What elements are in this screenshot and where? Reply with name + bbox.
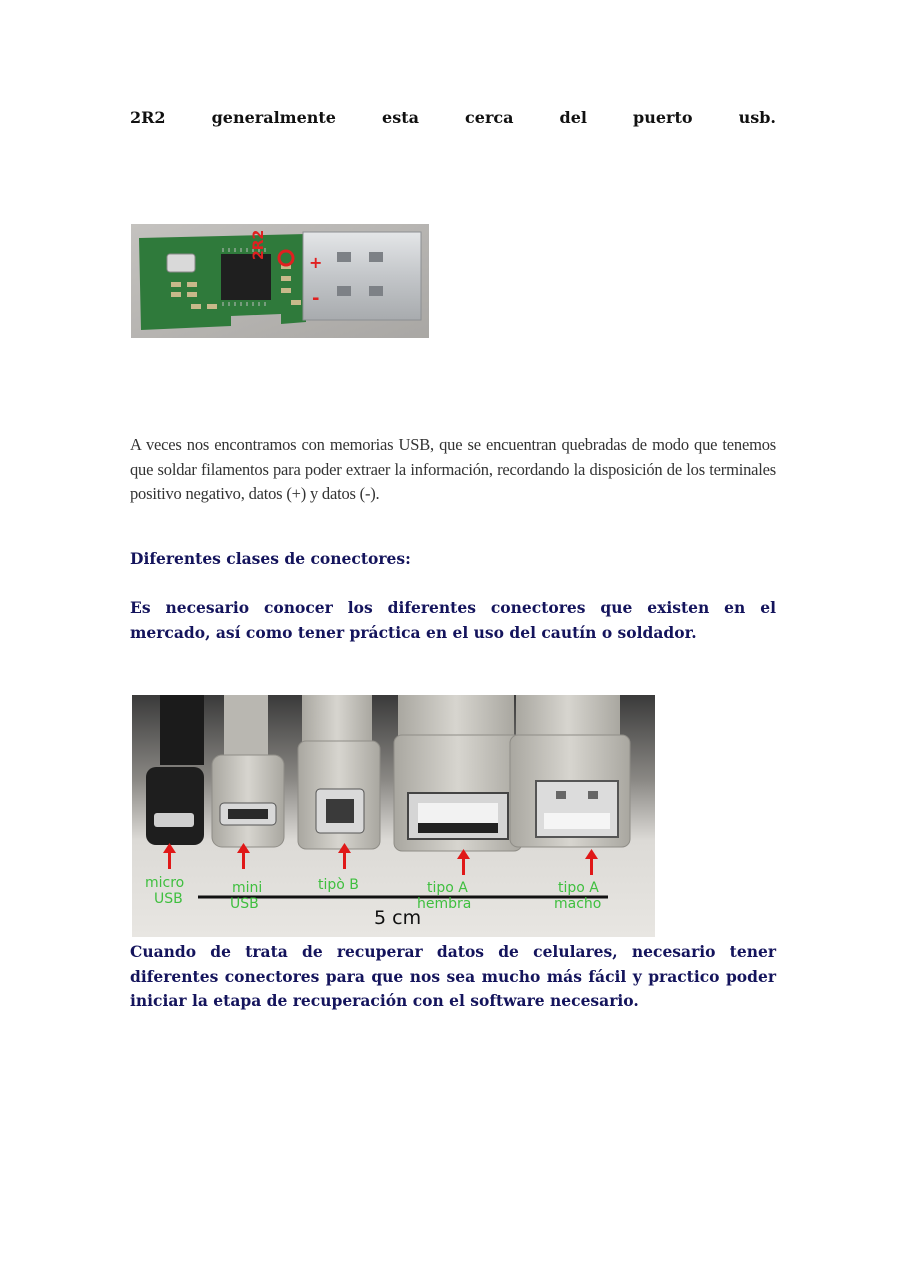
header-word: 2R2 [130, 108, 166, 127]
label-hembra: hembra [417, 896, 472, 912]
label-usb: USB [230, 896, 259, 912]
micro-usb-connector [146, 767, 204, 845]
usb-pcb-illustration [131, 224, 429, 338]
scale-label: 5 cm [374, 907, 422, 929]
usb-connectors-illustration [132, 695, 655, 937]
header-line [130, 108, 776, 127]
paragraph-cellphones: Cuando de trata de recuperar datos de celulares, necesario tener diferentes conectores para que nos sea mucho más fácil y practico poder iniciar la etapa de recuperación con el software necesario. [130, 942, 776, 1010]
label-tipo-a: tipo A [558, 880, 599, 896]
header-word: usb. [738, 108, 776, 127]
label-tipo-a: tipo A [427, 880, 468, 896]
label-tipo-b: tipò B [318, 877, 359, 893]
usb-plug [303, 232, 421, 320]
header-word: del [559, 108, 587, 127]
label-mini: mini [232, 880, 263, 896]
header-word: puerto [633, 108, 693, 127]
usb-pcb-photo [131, 224, 429, 338]
plus-mark: + [309, 253, 323, 272]
section-heading: Diferentes clases de conectores: [130, 549, 411, 568]
header-word: cerca [465, 108, 514, 127]
pcb-label-mark: 2R2 [251, 229, 267, 260]
paragraph-usb-broken: A veces nos encontramos con memorias USB, que se encuentran quebradas de modo que tenemos que soldar filamentos para poder extraer la información, recordando la disposición de los terminales positivo negativo, datos (+) y datos (-). [130, 435, 776, 503]
label-micro: micro [145, 875, 185, 891]
header-word: generalmente [211, 108, 336, 127]
header-word: esta [382, 108, 419, 127]
paragraph-connectors: Es necesario conocer los diferentes conectores que existen en el mercado, así como tener práctica en el uso del cautín o soldador. [130, 598, 776, 642]
label-usb: USB [154, 891, 183, 907]
minus-mark: - [312, 288, 320, 309]
label-macho: macho [554, 896, 602, 912]
usb-connectors-photo [132, 695, 655, 937]
mini-usb-connector [212, 755, 284, 847]
